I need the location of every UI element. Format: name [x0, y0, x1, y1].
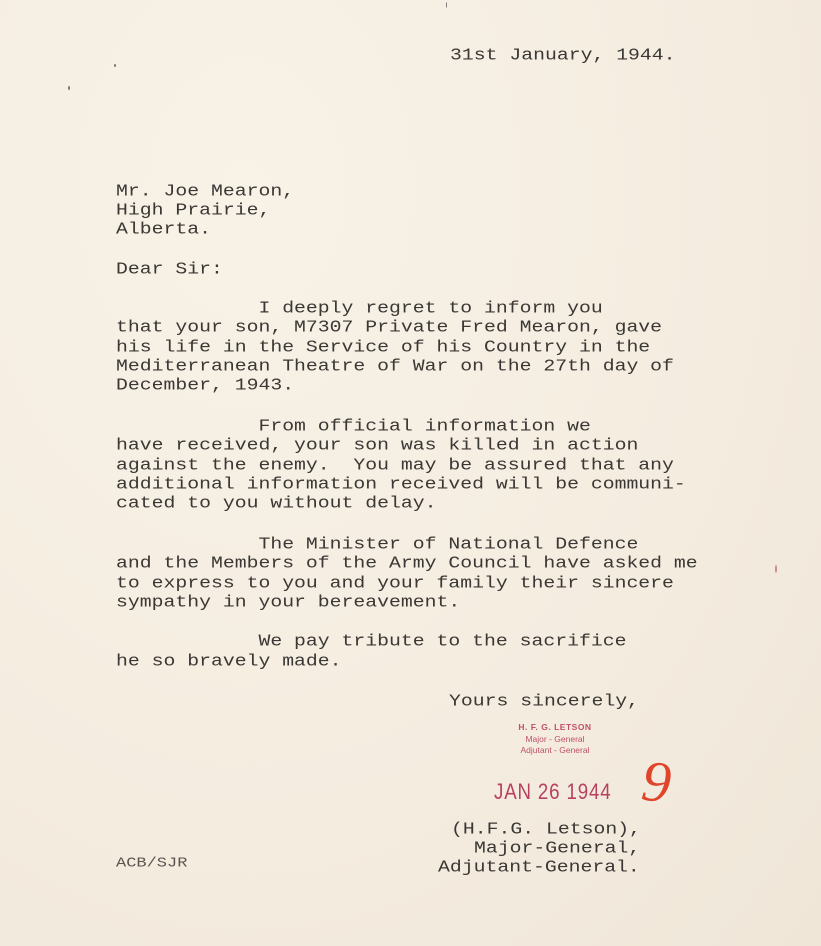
paragraph-line: sympathy in your bereavement.: [116, 593, 461, 612]
paragraph-line: and the Members of the Army Council have asked me: [116, 554, 698, 573]
paragraph-line: against the enemy. You may be assured that any: [116, 456, 674, 475]
paragraph-line: additional information received will be communi-: [116, 475, 686, 494]
paper-speck: [68, 86, 70, 90]
handwritten-mark: 9: [638, 747, 675, 816]
signatory-rank: Major-General,: [474, 839, 641, 858]
reference-initials: ACB/SJR: [116, 856, 188, 872]
paragraph-line: cated to you without delay.: [116, 494, 437, 513]
closing: Yours sincerely,: [449, 692, 639, 711]
paper-speck: [114, 64, 116, 67]
stamp-rank: Major - General: [525, 734, 585, 744]
paragraph-line: he so bravely made.: [116, 652, 342, 671]
letter-date: 31st January, 1944.: [450, 46, 676, 65]
paragraph-line: that your son, M7307 Private Fred Mearon, gave: [116, 318, 663, 337]
paragraph-line: his life in the Service of his Country in the: [116, 338, 651, 357]
stamp-title: Adjutant - General: [520, 745, 590, 755]
recipient-province: Alberta.: [116, 220, 211, 239]
received-date-stamp: JAN 26 1944: [494, 779, 612, 804]
recipient-town: High Prairie,: [116, 201, 271, 220]
salutation: Dear Sir:: [116, 260, 223, 279]
paragraph-line: From official information we: [116, 417, 591, 436]
stamp-name: H. F. G. LETSON: [518, 722, 592, 732]
paragraph-line: I deeply regret to inform you: [116, 299, 603, 318]
recipient-name: Mr. Joe Mearon,: [116, 182, 295, 201]
signatory-name: (H.F.G. Letson),: [451, 820, 641, 839]
paragraph-line: have received, your son was killed in action: [116, 436, 639, 455]
paragraph-line: to express to you and your family their sincere: [116, 574, 674, 593]
paragraph-line: December, 1943.: [116, 376, 295, 395]
paper-speck: [775, 565, 777, 573]
paragraph-line: We pay tribute to the sacrifice: [116, 632, 627, 651]
paragraph-line: The Minister of National Defence: [116, 535, 639, 554]
paper-speck: [446, 2, 447, 8]
signatory-title: Adjutant-General.: [438, 858, 640, 877]
paragraph-line: Mediterranean Theatre of War on the 27th day of: [116, 357, 674, 376]
